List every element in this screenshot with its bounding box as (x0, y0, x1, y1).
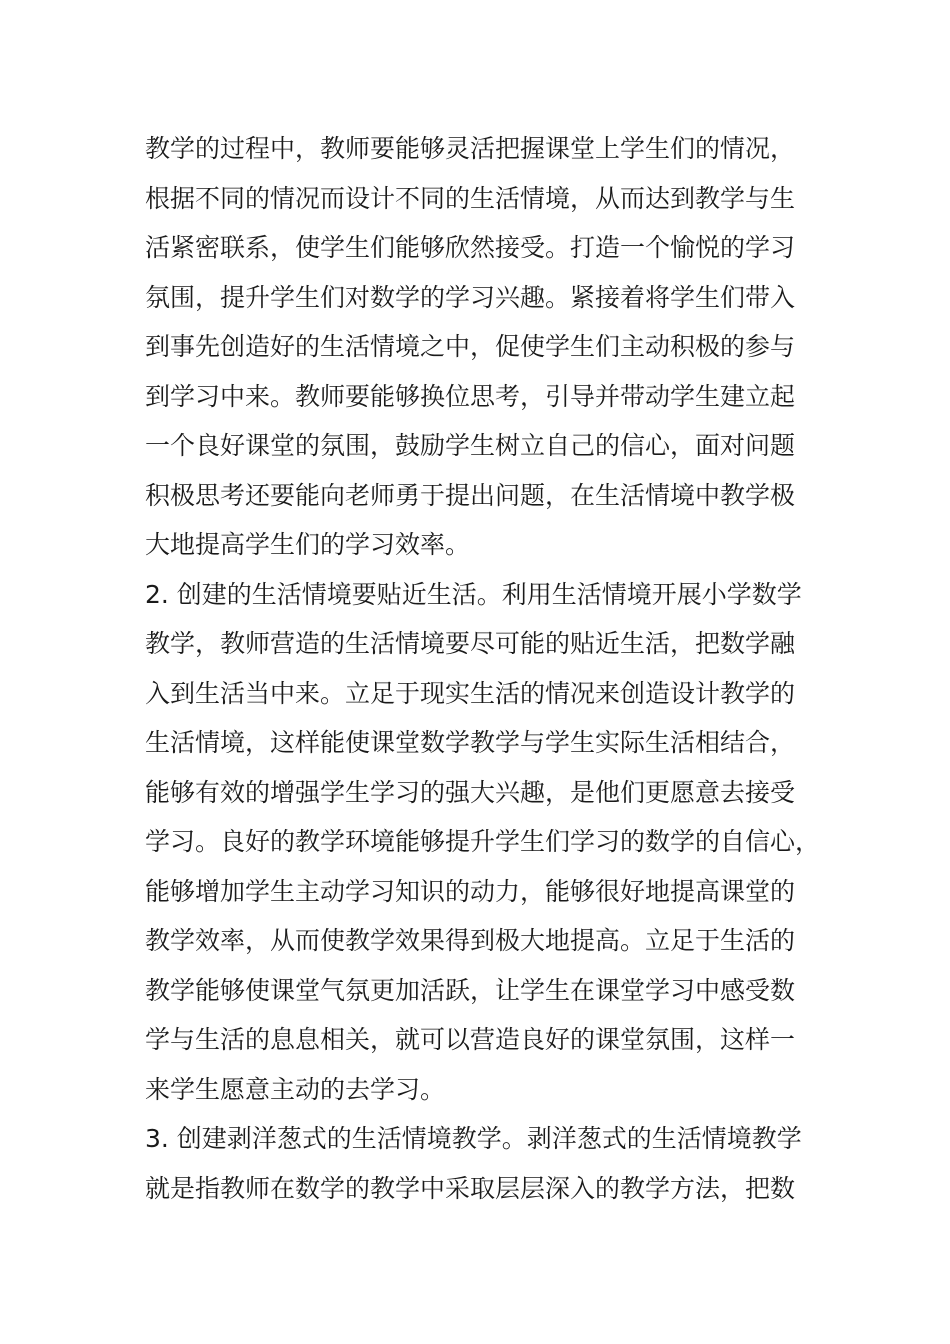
text-line: 积极思考还要能向老师勇于提出问题，在生活情境中教学极 (145, 480, 796, 510)
text-line: 来学生愿意主动的去学习。 (145, 1074, 446, 1104)
text-line: 氛围，提升学生们对数学的学习兴趣。紧接着将学生们带入 (145, 282, 796, 312)
list-item-heading: 2. 创建的生活情境要贴近生活。利用生活情境开展小学数学 (145, 579, 802, 609)
text-line: 能够增加学生主动学习知识的动力，能够很好地提高课堂的 (145, 876, 796, 906)
text-line: 学与生活的息息相关，就可以营造良好的课堂氛围，这样一 (145, 1025, 796, 1054)
body-text (145, 124, 825, 1213)
text-line: 活紧密联系，使学生们能够欣然接受。打造一个愉悦的学习 (145, 233, 796, 262)
text-line: 根据不同的情况而设计不同的生活情境，从而达到教学与生 (145, 183, 796, 213)
text-line: 教学效率，从而使教学效果得到极大地提高。立足于生活的 (145, 926, 796, 955)
text-line: 学习。良好的教学环境能够提升学生们学习的数学的自信心， (145, 827, 821, 856)
text-line: 到事先创造好的生活情境之中，促使学生们主动积极的参与 (145, 332, 796, 361)
text-line: 教学，教师营造的生活情境要尽可能的贴近生活，把数学融 (145, 629, 796, 658)
text-line: 就是指教师在数学的教学中采取层层深入的教学方法，把数 (145, 1173, 796, 1203)
text-line: 能够有效的增强学生学习的强大兴趣，是他们更愿意去接受 (145, 777, 796, 807)
list-item-heading: 3. 创建剥洋葱式的生活情境教学。剥洋葱式的生活情境教学 (145, 1124, 802, 1153)
text-line: 入到生活当中来。立足于现实生活的情况来创造设计教学的 (145, 678, 796, 708)
text-line: 一个良好课堂的氛围，鼓励学生树立自己的信心，面对问题 (145, 431, 796, 460)
text-line: 大地提高学生们的学习效率。 (145, 530, 471, 559)
text-line: 教学能够使课堂气氛更加活跃，让学生在课堂学习中感受数 (145, 975, 796, 1005)
text-line: 生活情境，这样能使课堂数学教学与学生实际生活相结合， (145, 728, 796, 757)
text-line: 教学的过程中，教师要能够灵活把握课堂上学生们的情况， (145, 134, 796, 163)
text-line: 到学习中来。教师要能够换位思考，引导并带动学生建立起 (145, 381, 796, 411)
